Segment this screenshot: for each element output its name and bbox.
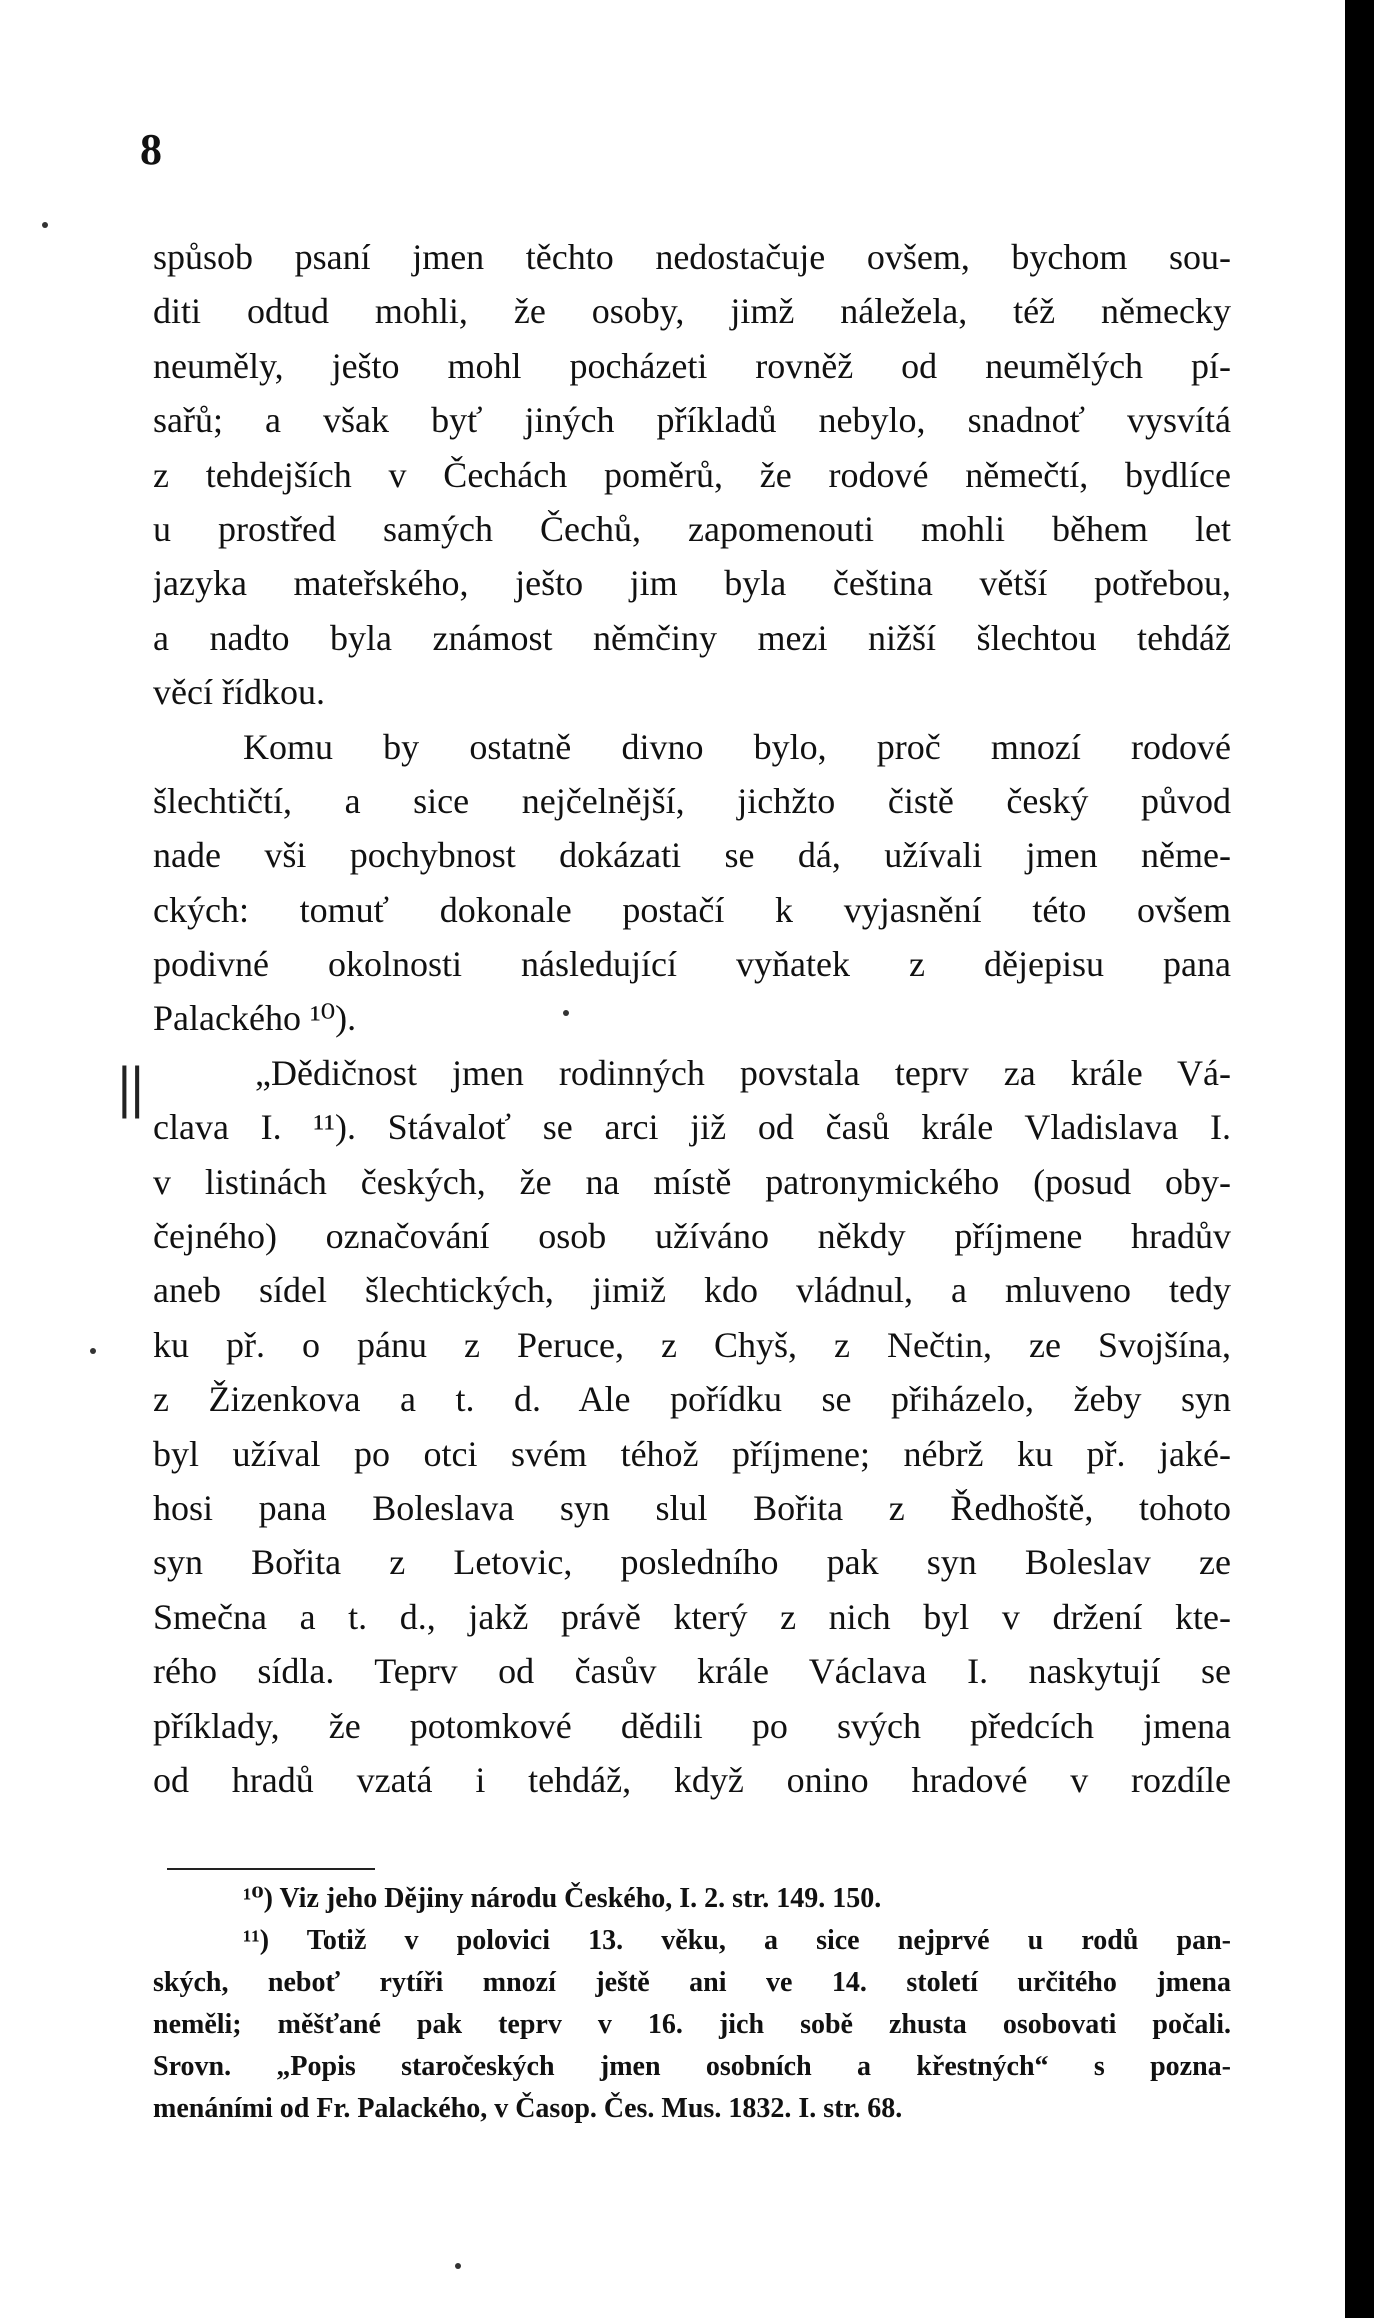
- text-line: ku př. o pánu z Peruce, z Chyš, z Nečtin, ze Svojšína,: [153, 1324, 1231, 1365]
- footnote-line: ských, neboť rytíři mnozí ještě ani ve 14. století určitého jmena: [153, 1967, 1231, 1998]
- text-line: byl užíval po otci svém téhož příjmene; nébrž ku př. jaké-: [153, 1433, 1231, 1474]
- text-line: podivné okolnosti následující vyňatek z dějepisu pana: [153, 944, 1231, 985]
- text-line: u prostřed samých Čechů, zapomenouti mohli během let: [153, 508, 1231, 549]
- text-line: aneb sídel šlechtických, jimiž kdo vládnul, a mluveno tedy: [153, 1270, 1231, 1311]
- text-line: od hradů vzatá i tehdáž, když onino hradové v rozdíle: [153, 1759, 1231, 1800]
- footnote-line: menáními od Fr. Palackého, v Časop. Čes. Mus. 1832. I. str. 68.: [153, 2093, 903, 2124]
- page-number: 8: [140, 125, 162, 174]
- text-line: neuměly, ješto mohl pocházeti rovněž od neumělých pí-: [153, 345, 1231, 386]
- text-line: v listinách českých, že na místě patronymického (posud oby-: [153, 1161, 1231, 1202]
- text-line: a nadto byla známost němčiny mezi nižší šlechtou tehdáž: [153, 617, 1231, 658]
- text-line: sařů; a však byť jiných příkladů nebylo, snadnoť vysvítá: [153, 400, 1231, 441]
- footnote-divider: [167, 1868, 375, 1870]
- print-speck: [563, 1010, 569, 1016]
- text-line: Palackého ¹⁰).: [153, 998, 357, 1039]
- text-line: z Žizenkova a t. d. Ale pořídku se přiházelo, žeby syn: [153, 1379, 1231, 1420]
- print-speck: [455, 2263, 461, 2269]
- footnotes: [153, 1878, 1231, 2130]
- text-line: ckých: tomuť dokonale postačí k vyjasnění této ovšem: [153, 889, 1231, 930]
- text-line: věcí řídkou.: [153, 672, 325, 713]
- footnote-line: ¹⁰) Viz jeho Dějiny národu Českého, I. 2. str. 149. 150.: [243, 1883, 882, 1914]
- footnote-line: ¹¹) Totiž v polovici 13. věku, a sice nejprvé u rodů pan-: [243, 1925, 1231, 1956]
- text-line: příklady, že potomkové dědili po svých předcích jmena: [153, 1705, 1231, 1746]
- text-line: syn Bořita z Letovic, posledního pak syn Boleslav ze: [153, 1542, 1231, 1583]
- print-speck: [42, 222, 48, 228]
- text-line: Komu by ostatně divno bylo, proč mnozí rodové: [243, 726, 1231, 767]
- text-line: nade vši pochybnost dokázati se dá, užívali jmen něme-: [153, 835, 1231, 876]
- text-line: rého sídla. Teprv od časův krále Václava I. naskytují se: [153, 1651, 1231, 1692]
- text-line: spůsob psaní jmen těchto nedostačuje ovšem, bychom sou-: [153, 237, 1231, 277]
- body-text: [153, 230, 1231, 1807]
- print-speck: [90, 1348, 96, 1354]
- text-line: Smečna a t. d., jakž právě který z nich byl v držení kte-: [153, 1596, 1231, 1637]
- text-line: „Dědičnost jmen rodinných povstala teprv za krále Vá-: [255, 1052, 1231, 1093]
- footnote-line: neměli; měšťané pak teprv v 16. jich sobě zhusta osobovati počali.: [153, 2009, 1231, 2040]
- text-line: diti odtud mohli, že osoby, jimž náležela, též německy: [153, 291, 1231, 332]
- text-line: čejného) označování osob užíváno někdy příjmene hradův: [153, 1216, 1231, 1257]
- text-line: jazyka mateřského, ješto jim byla čeština větší potřebou,: [153, 563, 1231, 604]
- scan-border: [1345, 0, 1374, 2318]
- text-line: z tehdejších v Čechách poměrů, že rodové němečtí, bydlíce: [153, 454, 1231, 495]
- text-line: šlechtičtí, a sice nejčelnější, jichžto čistě český původ: [153, 780, 1231, 821]
- footnote-line: Srovn. „Popis staročeských jmen osobních a křestných“ s pozna-: [153, 2051, 1231, 2082]
- text-line: clava I. ¹¹). Stávaloť se arci již od časů krále Vladislava I.: [153, 1107, 1231, 1148]
- margin-mark: ||: [118, 1054, 144, 1119]
- text-line: hosi pana Boleslava syn slul Bořita z Ředhoště, tohoto: [153, 1487, 1231, 1528]
